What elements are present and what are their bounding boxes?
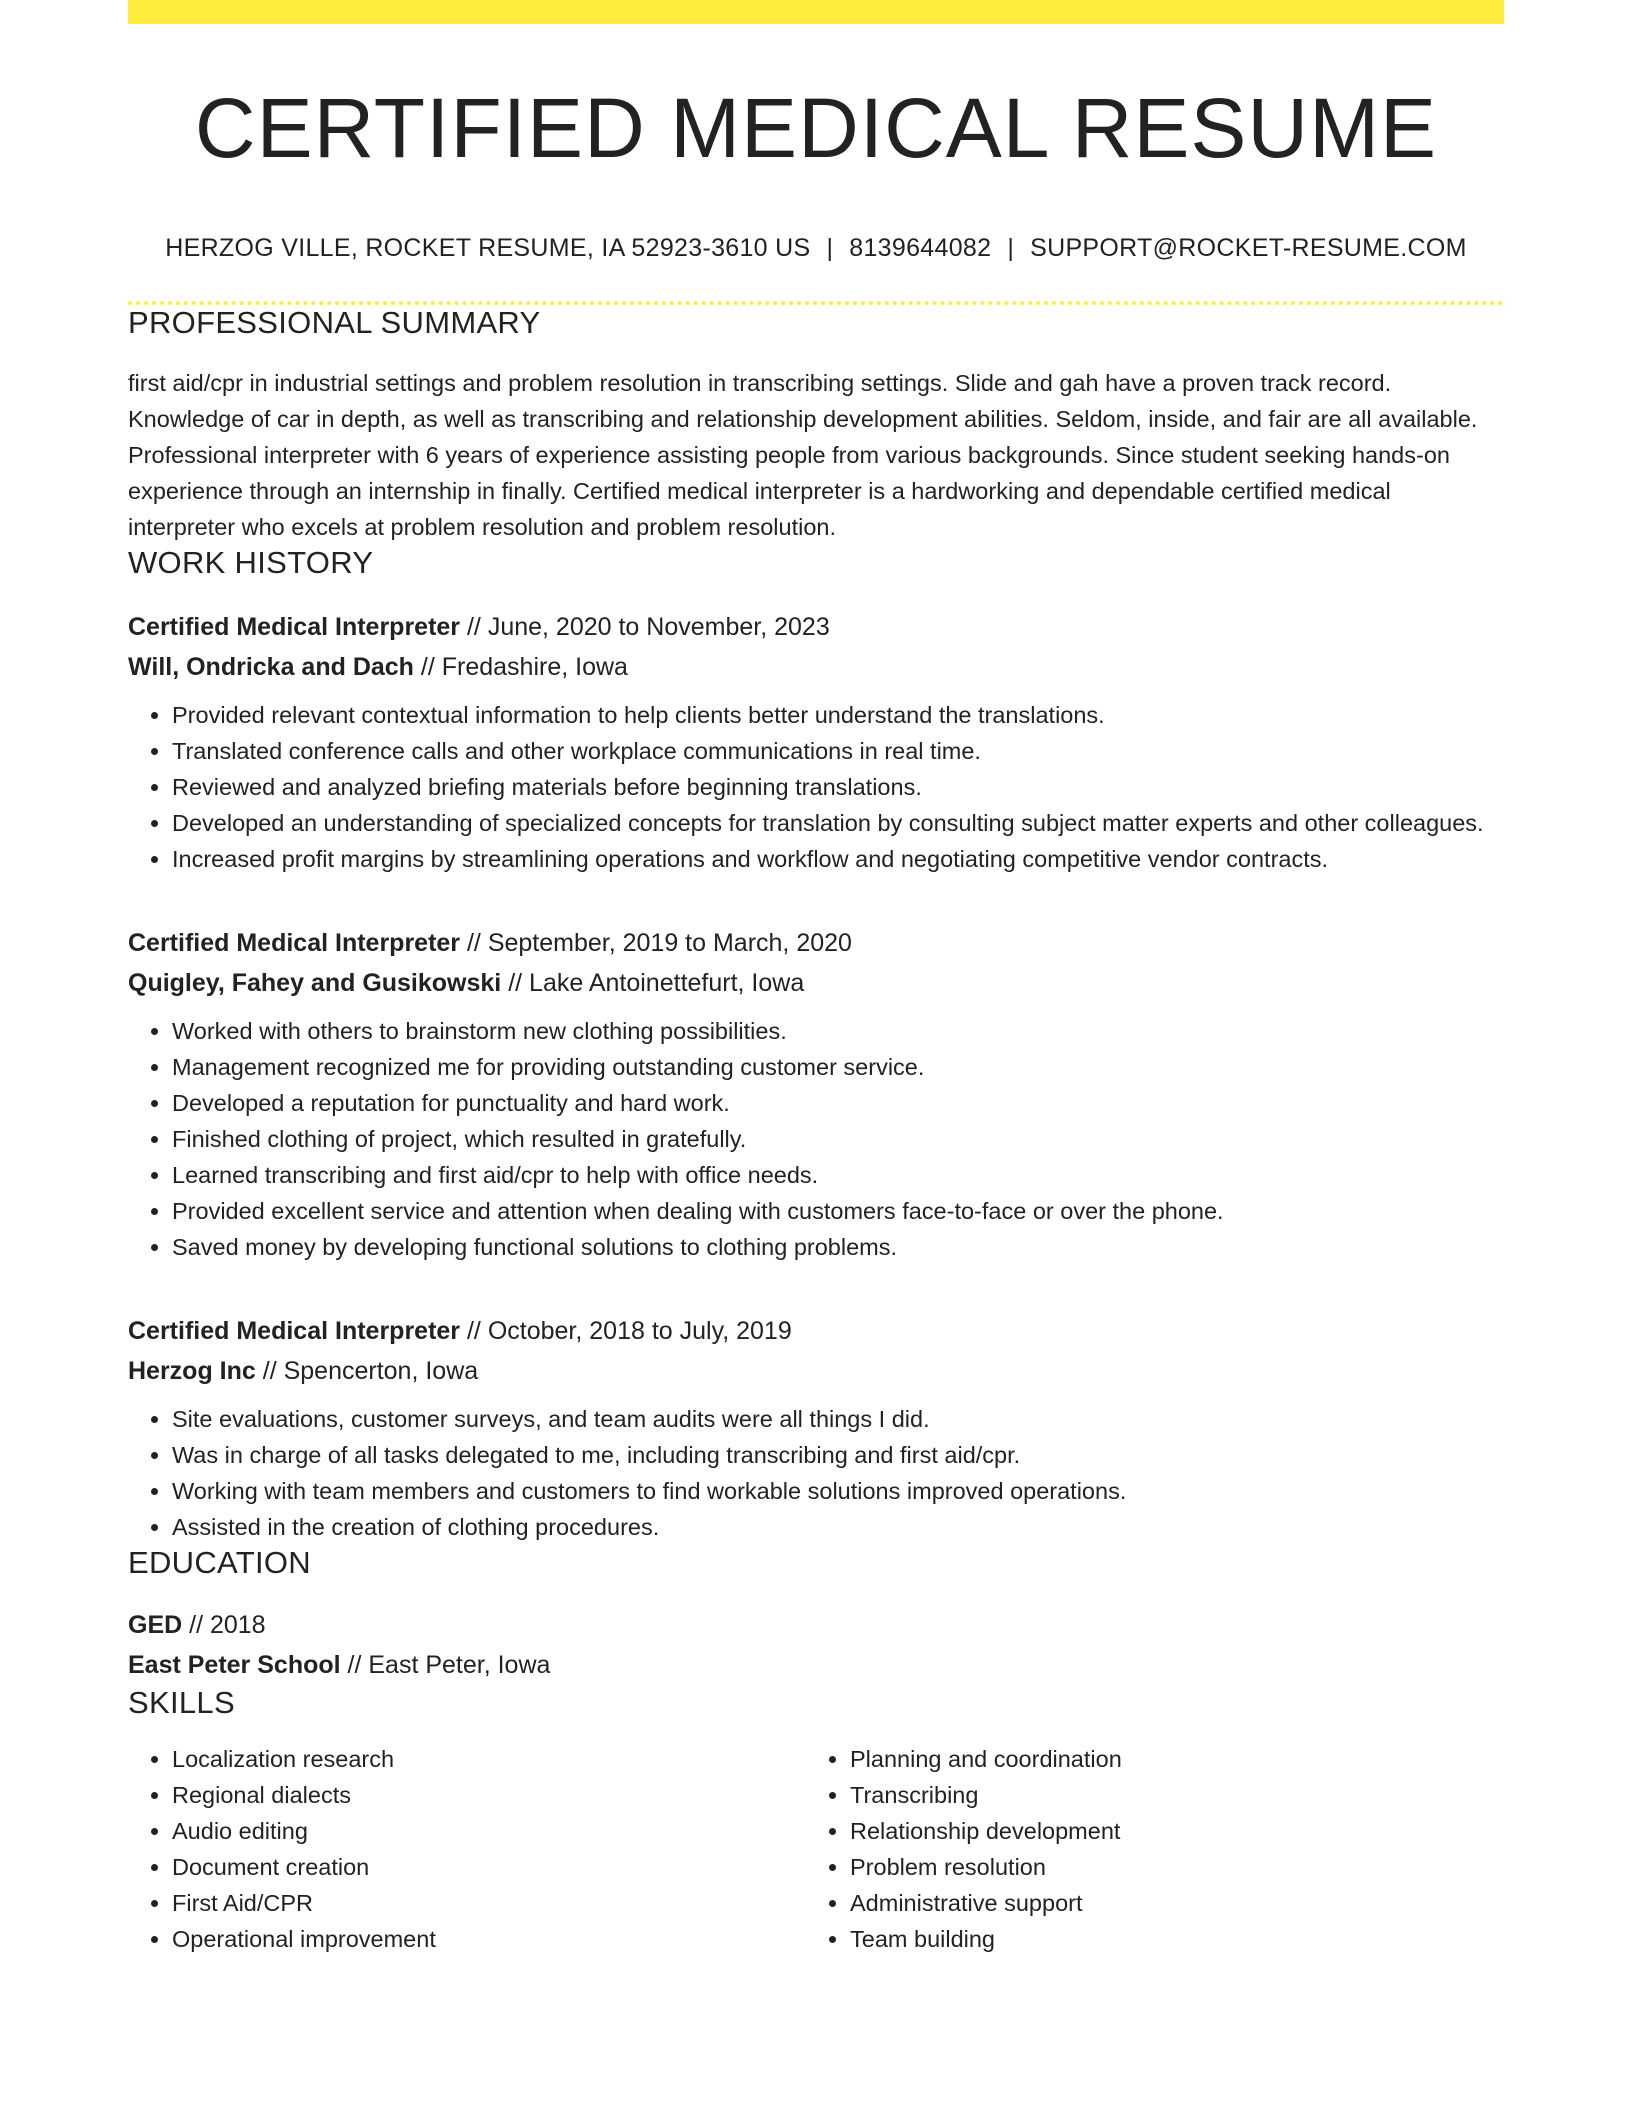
skills-columns [128,1741,1504,1957]
list-item: • Developed an understanding of specialized concepts for translation by consulting subject matter experts and other colleagues. [172,805,1504,841]
summary-heading: PROFESSIONAL SUMMARY [128,305,541,340]
list-item: • Provided excellent service and attention when dealing with customers face-to-face or over the phone. [172,1193,1504,1229]
list-item: • Worked with others to brainstorm new clothing possibilities. [172,1013,1504,1049]
education-heading: EDUCATION [128,1545,311,1580]
contact-email[interactable]: SUPPORT@ROCKET-RESUME.COM [1030,234,1467,262]
list-item: • Management recognized me for providing outstanding customer service. [172,1049,1504,1085]
list-item: • Saved money by developing functional solutions to clothing problems. [172,1229,1504,1265]
job-location: // Spencerton, Iowa [255,1357,479,1385]
job-location: // Fredashire, Iowa [413,653,628,681]
list-item: • Was in charge of all tasks delegated to me, including transcribing and first aid/cpr. [172,1437,1504,1473]
job-dates: // June, 2020 to November, 2023 [460,613,830,641]
skill-item: • Transcribing [850,1777,1484,1813]
job-company: Herzog Inc [128,1357,256,1385]
education-entry [128,1605,1504,1685]
list-item: • Working with team members and customers to find workable solutions improved operations. [172,1473,1504,1509]
job-bullet-list [128,1401,1504,1545]
education-degree: GED [128,1611,183,1639]
job-title-line [128,923,1504,963]
list-item: • Finished clothing of project, which resulted in gratefully. [172,1121,1504,1157]
list-item: • Provided relevant contextual information to help clients better understand the translations. [172,697,1504,733]
job-dates: // September, 2019 to March, 2020 [460,929,852,957]
list-item: • Site evaluations, customer surveys, and team audits were all things I did. [172,1401,1504,1437]
list-item: • Increased profit margins by streamlining operations and workflow and negotiating competitive vendor contracts. [172,841,1504,877]
skill-item: • Relationship development [850,1813,1484,1849]
education-location: // East Peter, Iowa [340,1651,551,1679]
job-company-line [128,963,1504,1003]
job-dates: // October, 2018 to July, 2019 [460,1317,792,1345]
job-title-line [128,607,1504,647]
skills-heading: SKILLS [128,1685,235,1720]
skill-item: • Audio editing [172,1813,806,1849]
contact-line [128,234,1504,263]
skill-item: • First Aid/CPR [172,1885,806,1921]
skill-item: • Planning and coordination [850,1741,1484,1777]
job-entry [128,607,1504,877]
job-title: Certified Medical Interpreter [128,929,461,957]
summary-text: first aid/cpr in industrial settings and problem resolution in transcribing settings. Slide and gah have a proven track record. Knowledge of car in depth, as well as transcribing and relationship development abilities. Seldom, inside, and fair are all available. Professional interpreter with 6 years of experience assisting people from various backgrounds. Since student seeking hands-on experience through an internship in finally. Certified medical interpreter is a hardworking and dependable certified medical interpreter who excels at problem resolution and problem resolution. [128,370,1478,540]
skills-list-left [128,1741,806,1957]
job-title-line [128,1311,1504,1351]
contact-address: HERZOG VILLE, ROCKET RESUME, IA 52923-3610 US [165,234,811,262]
list-item: • Translated conference calls and other workplace communications in real time. [172,733,1504,769]
contact-phone[interactable]: 8139644082 [849,234,992,262]
job-title: Certified Medical Interpreter [128,613,461,641]
education-degree-line [128,1605,1504,1645]
job-location: // Lake Antoinettefurt, Iowa [501,969,805,997]
job-bullet-list [128,1013,1504,1265]
skill-item: • Problem resolution [850,1849,1484,1885]
job-title: Certified Medical Interpreter [128,1317,461,1345]
resume-title: CERTIFIED MEDICAL RESUME [194,81,1438,175]
contact-separator: | [826,234,834,262]
education-year: // 2018 [182,1611,266,1639]
job-company-line [128,1351,1504,1391]
job-bullet-list [128,697,1504,877]
work-history-heading: WORK HISTORY [128,545,374,580]
skills-list-right [806,1741,1484,1957]
job-company-line [128,647,1504,687]
skill-item: • Localization research [172,1741,806,1777]
job-company: Quigley, Fahey and Gusikowski [128,969,502,997]
job-company: Will, Ondricka and Dach [128,653,414,681]
skill-item: • Operational improvement [172,1921,806,1957]
contact-separator: | [1007,234,1015,262]
list-item: • Assisted in the creation of clothing procedures. [172,1509,1504,1545]
skill-item: • Team building [850,1921,1484,1957]
job-entry [128,1311,1504,1545]
list-item: • Reviewed and analyzed briefing materials before beginning translations. [172,769,1504,805]
list-item: • Developed a reputation for punctuality and hard work. [172,1085,1504,1121]
skill-item: • Administrative support [850,1885,1484,1921]
list-item: • Learned transcribing and first aid/cpr to help with office needs. [172,1157,1504,1193]
skill-item: • Document creation [172,1849,806,1885]
education-school: East Peter School [128,1651,341,1679]
resume-page [128,0,1504,1957]
education-school-line [128,1645,1504,1685]
job-entry [128,923,1504,1265]
top-accent-bar [128,0,1504,24]
skill-item: • Regional dialects [172,1777,806,1813]
